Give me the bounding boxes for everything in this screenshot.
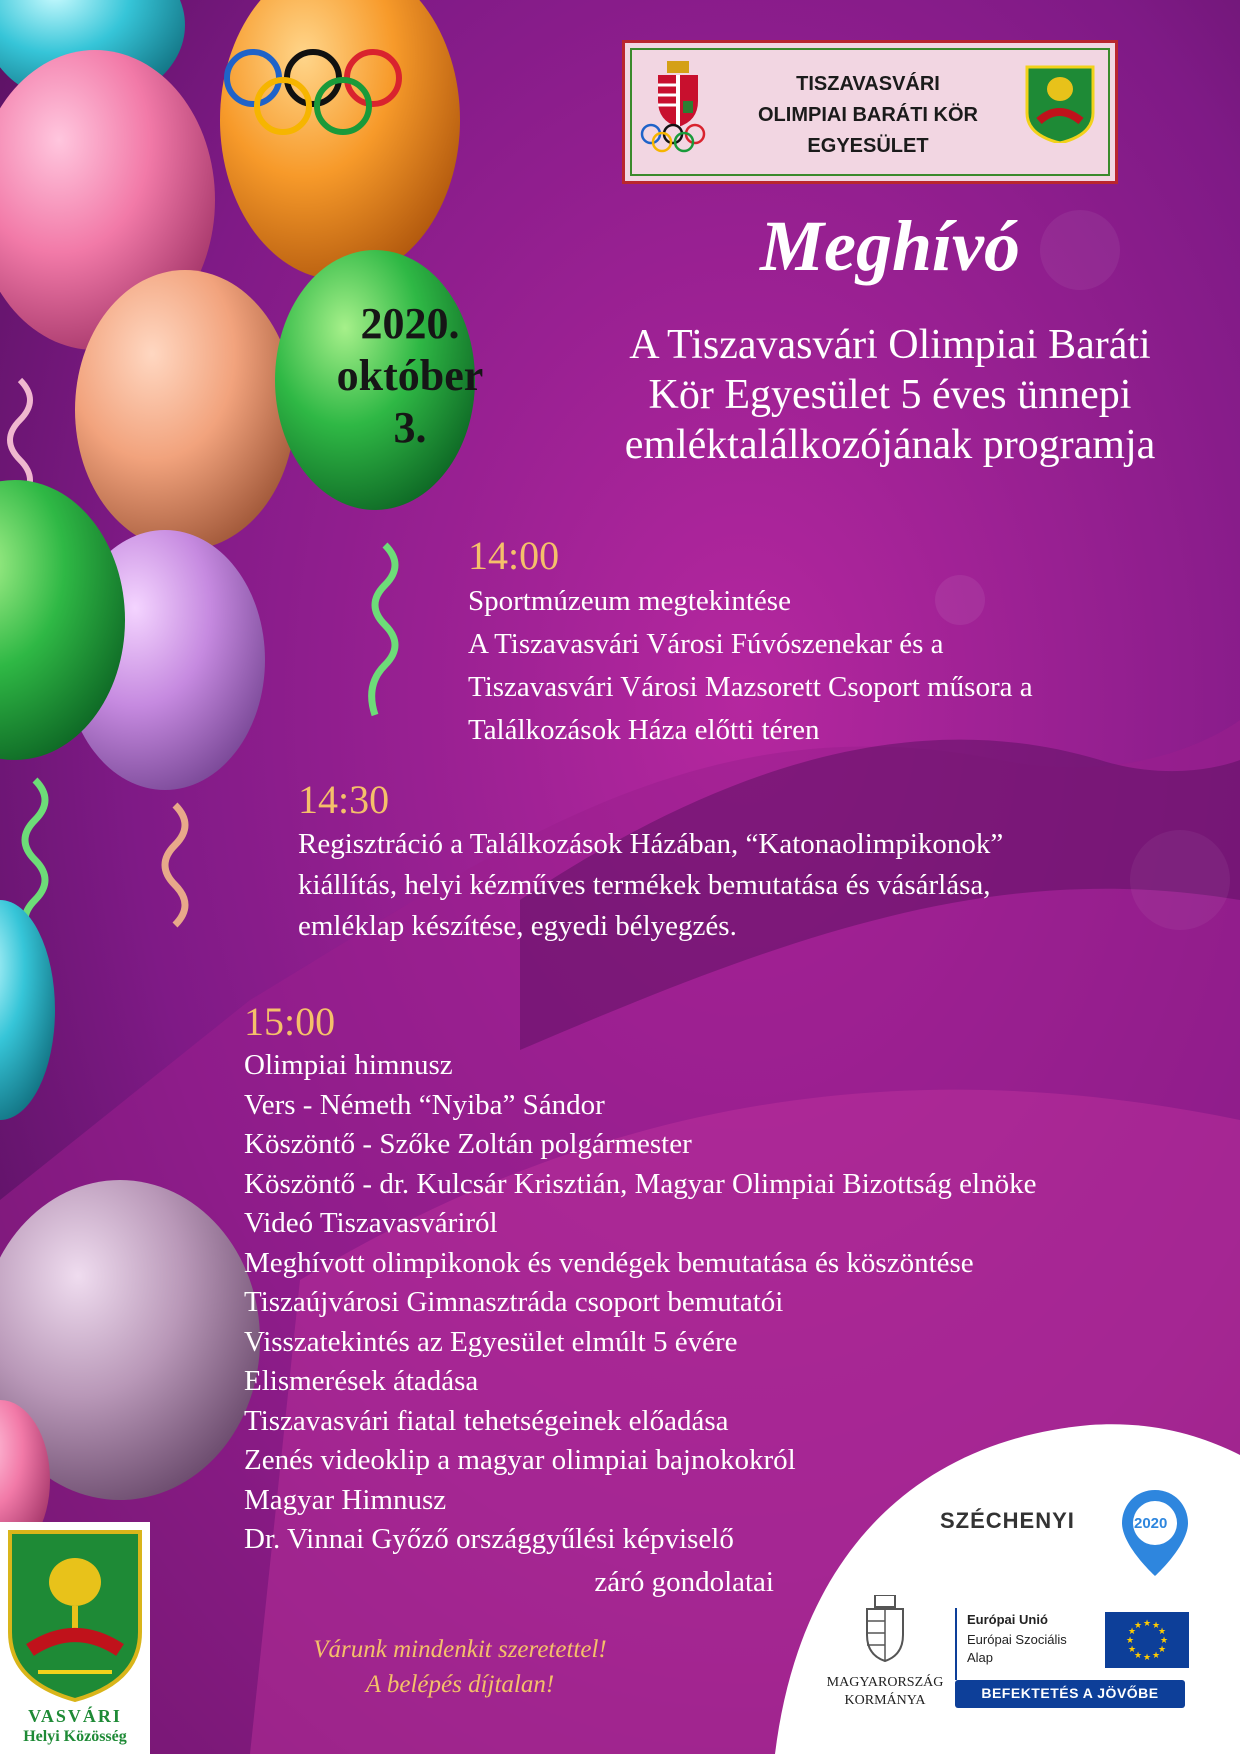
szechenyi-brand: SZÉCHENYI [940, 1508, 1075, 1533]
program-item: emléklap készítése, egyedi bélyegzés. [298, 910, 737, 942]
program-time: 15:00 [244, 999, 336, 1044]
program-item: Találkozások Háza előtti téren [468, 714, 820, 746]
page-title: Meghívó [760, 206, 1020, 286]
program-item: Visszatekintés az Egyesület elmúlt 5 évére [244, 1325, 738, 1358]
program-item: Tiszavasvári fiatal tehetségeinek előadása [244, 1404, 729, 1437]
svg-text:★: ★ [1133, 1621, 1143, 1631]
eu-line-1: Európai Unió [967, 1612, 1048, 1627]
welcome-message [230, 1632, 690, 1702]
program-item: Köszöntő - Szőke Zoltán polgármester [244, 1128, 692, 1160]
program-item: Dr. Vinnai Győző országgyűlési képviselő [244, 1523, 734, 1555]
svg-text:★: ★ [1151, 1621, 1161, 1631]
program-item: Sportmúzeum megtekintése [468, 585, 791, 617]
subtitle-line-3: emléktalálkozójának programja [624, 422, 1156, 468]
event-date [300, 298, 520, 454]
program-closing-line: záró gondolatai [594, 1566, 774, 1598]
program-item: Tiszavasvári Városi Mazsorett Csoport műsora a [468, 671, 1033, 703]
program-item: Olimpiai himnusz [244, 1049, 453, 1081]
olympic-rings-small-icon [639, 123, 711, 153]
slogan-text: BEFEKTETÉS A JÖVŐBE [981, 1685, 1159, 1701]
program-block-1500 [244, 998, 1037, 1560]
program-item: Regisztráció a Találkozások Házában, “Katonaolimpikonok” [298, 828, 1004, 860]
program-block-1430 [298, 776, 1003, 947]
svg-text:★: ★ [1125, 1636, 1135, 1646]
svg-text:★: ★ [1157, 1627, 1167, 1637]
program-item: A Tiszavasvári Városi Fúvószenekar és a [468, 628, 944, 660]
organization-header-box [622, 40, 1118, 184]
event-subtitle [560, 320, 1220, 470]
program-item: Vers - Németh “Nyiba” Sándor [244, 1088, 605, 1121]
program-time: 14:30 [298, 777, 390, 822]
szechenyi-panel [940, 1490, 1200, 1550]
slogan-banner [955, 1680, 1185, 1708]
svg-text:★: ★ [1159, 1636, 1169, 1646]
org-line-2: OLIMPIAI BARÁTI KÖR [758, 104, 978, 126]
welcome-line-2: A belépés díjtalan! [365, 1671, 555, 1698]
eu-line-3: Alap [967, 1650, 994, 1665]
government-line-1: MAGYARORSZÁG [826, 1675, 944, 1690]
date-year: 2020. [360, 299, 460, 348]
szechenyi-year: 2020 [1134, 1515, 1168, 1532]
subtitle-line-2: Kör Egyesület 5 éves ünnepi [648, 372, 1132, 418]
hungarian-coat-of-arms-icon [655, 61, 701, 127]
date-month: október [336, 351, 484, 400]
svg-text:★: ★ [1127, 1627, 1137, 1637]
svg-text:★: ★ [1133, 1651, 1143, 1661]
program-item: Magyar Himnusz [244, 1483, 447, 1516]
program-time: 14:00 [468, 533, 560, 578]
organization-name [723, 69, 1013, 162]
town-logo-name: VASVÁRI [28, 1706, 122, 1726]
government-line-2: KORMÁNYA [844, 1693, 926, 1708]
welcome-line-1: Várunk mindenkit szeretettel! [313, 1636, 607, 1663]
org-line-1: TISZAVASVÁRI [796, 73, 940, 95]
town-logo [0, 1522, 150, 1754]
svg-text:★: ★ [1127, 1645, 1137, 1655]
eu-funding-block [955, 1608, 1195, 1688]
program-item: Videó Tiszavasváriról [244, 1207, 498, 1239]
program-item: Köszöntő - dr. Kulcsár Krisztián, Magyar Olimpiai Bizottság elnöke [244, 1167, 1037, 1200]
vasvari-coat-of-arms-icon [0, 1522, 150, 1702]
org-line-3: EGYESÜLET [807, 135, 929, 157]
hungarian-government-logo [815, 1595, 955, 1725]
date-day: 3. [393, 403, 427, 452]
subtitle-line-1: A Tiszavasvári Olimpiai Baráti [629, 322, 1151, 368]
svg-text:★: ★ [1151, 1651, 1161, 1661]
program-item: Meghívott olimpikonok és vendégek bemutatása és köszöntése [244, 1246, 974, 1279]
town-coat-of-arms-icon [1025, 63, 1095, 143]
program-item: Zenés videoklip a magyar olimpiai bajnokokról [244, 1444, 796, 1476]
eu-line-2: Európai Szociális [967, 1632, 1067, 1647]
town-logo-subtitle: Helyi Közösség [23, 1728, 127, 1745]
eu-flag-icon [1105, 1612, 1189, 1668]
program-item: Tiszaújvárosi Gimnasztráda csoport bemutatói [244, 1286, 784, 1318]
location-pin-icon [1120, 1488, 1190, 1578]
svg-text:★: ★ [1157, 1645, 1167, 1655]
svg-text:★: ★ [1142, 1653, 1152, 1663]
program-item: kiállítás, helyi kézműves termékek bemutatása és vásárlása, [298, 869, 991, 901]
eu-divider [955, 1608, 957, 1680]
government-crest-icon [865, 1595, 905, 1663]
program-item: Elismerések átadása [244, 1365, 479, 1397]
program-block-1400 [468, 532, 1033, 752]
svg-text:★: ★ [1142, 1619, 1152, 1629]
